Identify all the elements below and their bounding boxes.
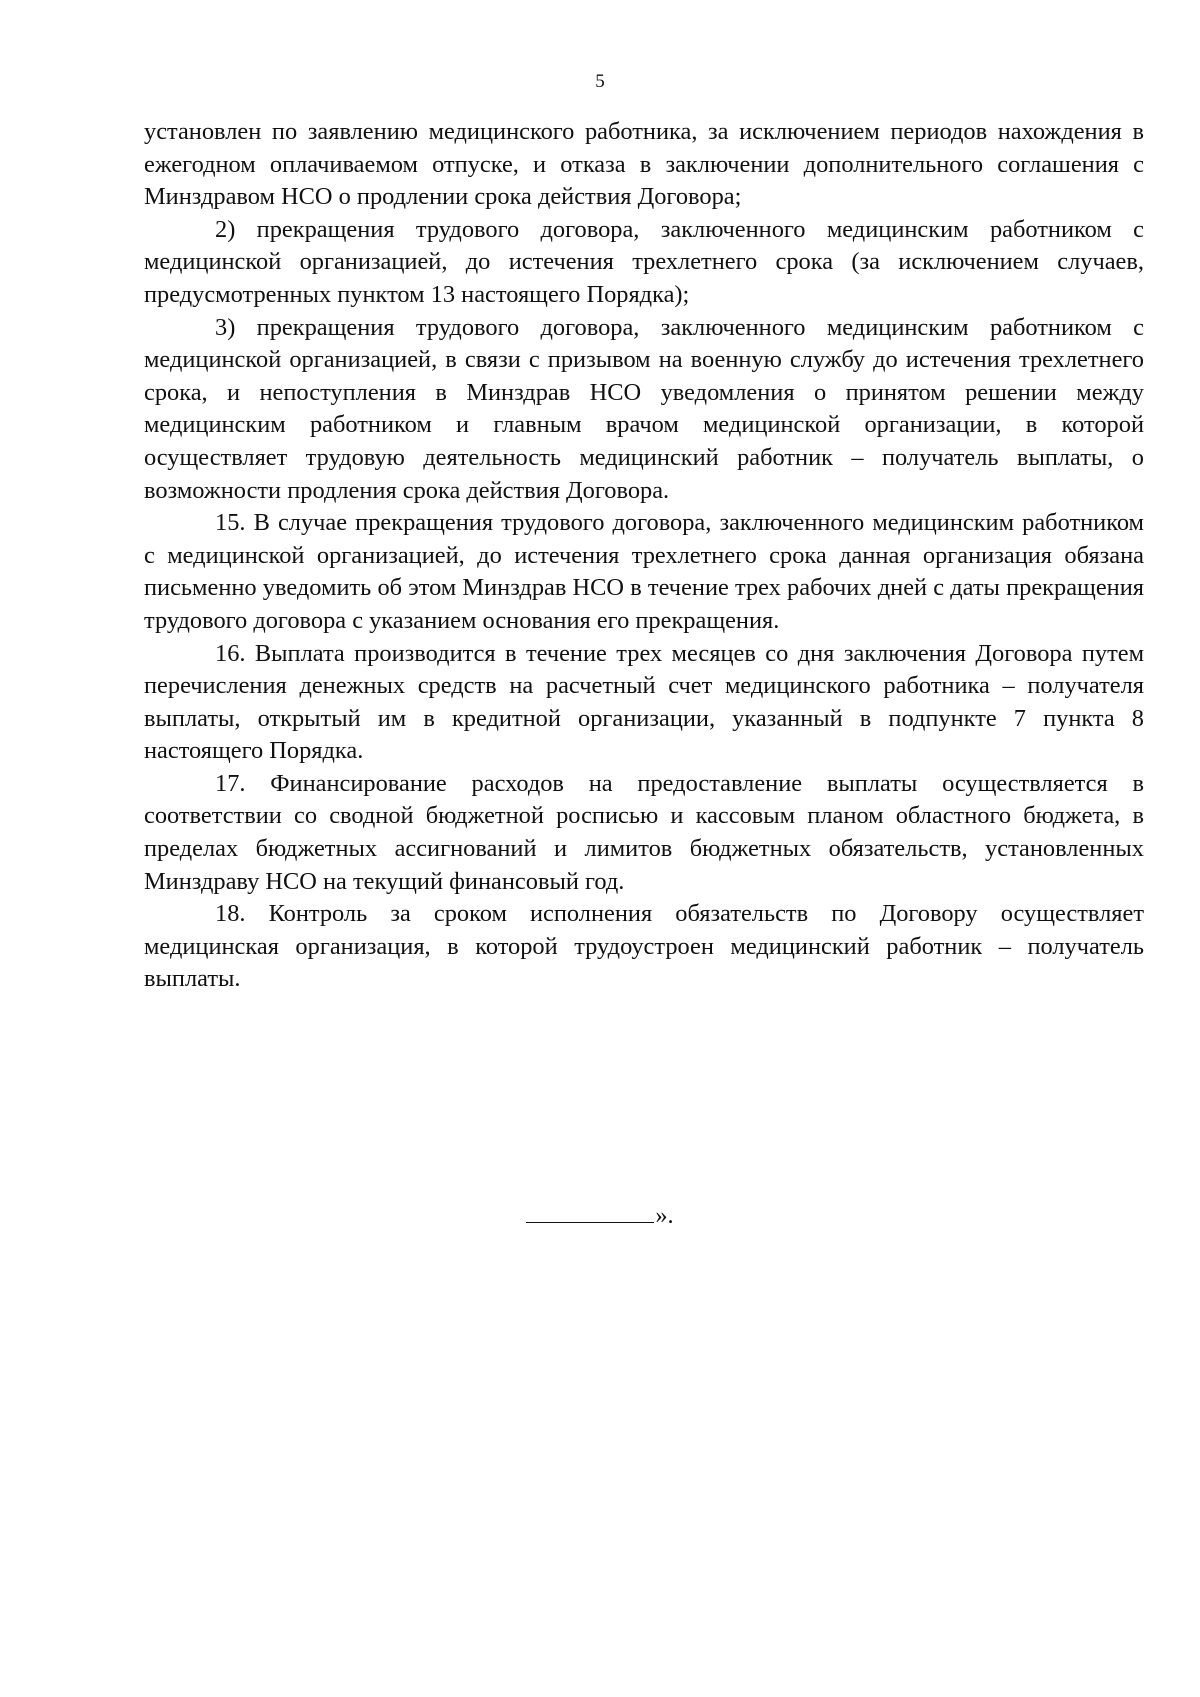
page-number: 5 xyxy=(595,71,605,92)
closing-line xyxy=(0,1198,1200,1232)
paragraph-continuation: установлен по заявлению медицинского работника, за исключением периодов нахождения в ежегодном оплачиваемом отпуске, и отказа в заключении дополнительного соглашения с Минздравом НСО о продлении срока действия Договора; xyxy=(144,118,1144,211)
paragraph-clause-15: 15. В случае прекращения трудового договора, заключенного медицинским работником с медицинской организацией, до истечения трехлетнего срока данная организация обязана письменно уведомить об этом Минздрав НСО в течение трех рабочих дней с даты прекращения трудового договора с указанием основания его прекращения. xyxy=(144,509,1144,634)
signature-blank-line xyxy=(526,1198,654,1223)
paragraph-clause-16: 16. Выплата производится в течение трех месяцев со дня заключения Договора путем перечисления денежных средств на расчетный счет медицинского работника – получателя выплаты, открытый им в кредитной организации, указанный в подпункте 7 пункта 8 настоящего Порядка. xyxy=(144,639,1144,765)
paragraph-clause-17: 17. Финансирование расходов на предоставление выплаты осуществляется в соответствии со сводной бюджетной росписью и кассовым планом областного бюджета, в пределах бюджетных ассигнований и лимитов бюджетных обязательств, установленных Минздраву НСО на текущий финансовый год. xyxy=(144,769,1144,895)
paragraph-item-2: 2) прекращения трудового договора, заключенного медицинским работником с медицинской организацией, до истечения трехлетнего срока (за исключением случаев, предусмотренных пунктом 13 настоящего Порядка); xyxy=(144,215,1144,308)
document-body xyxy=(144,116,1144,996)
paragraph-item-3: 3) прекращения трудового договора, заключенного медицинским работником с медицинской организацией, в связи с призывом на военную службу до истечения трехлетнего срока, и непоступления в Минздрав НСО уведомления о принятом решении между медицинским работником и главным врачом медицинской организации, в которой осуществляет трудовую деятельность медицинский работник – получатель выплаты, о возможности продления срока действия Договора. xyxy=(144,313,1144,504)
closing-mark: ». xyxy=(655,1202,674,1229)
paragraph-clause-18: 18. Контроль за сроком исполнения обязательств по Договору осуществляет медицинская организация, в которой трудоустроен медицинский работник – получатель выплаты. xyxy=(144,900,1144,993)
